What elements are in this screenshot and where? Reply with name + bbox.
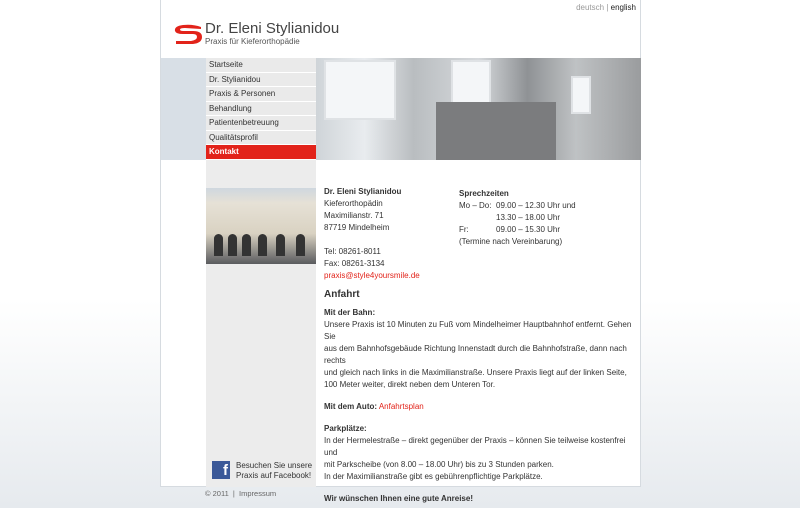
parking-text: In der Hermelestraße – direkt gegenüber der Praxis – können Sie teilweise kostenfrei und: [324, 436, 626, 457]
contact-email-link[interactable]: praxis@style4yoursmile.de: [324, 271, 420, 280]
building-photo: [206, 188, 316, 264]
contact-phone: Tel: 08261-8011: [324, 247, 381, 256]
nav-kontakt[interactable]: Kontakt: [206, 145, 316, 160]
footer: [205, 489, 276, 498]
hours-fr-label: Fr:: [459, 225, 469, 234]
reception-desk: [436, 102, 556, 160]
hero-image-practice-interior: [316, 58, 641, 160]
contact-role: Kieferorthopädin: [324, 199, 383, 208]
main-nav: [206, 58, 316, 160]
office-hours: [459, 188, 576, 248]
copyright: © 2011: [205, 489, 229, 498]
nav-praxis-personen[interactable]: Praxis & Personen: [206, 87, 316, 102]
train-text: Unsere Praxis ist 10 Minuten zu Fuß vom Mindelheimer Hauptbahnhof entfernt. Gehen Sie: [324, 320, 632, 341]
separator: |: [232, 489, 235, 498]
site-subtitle: Praxis für Kieferorthopädie: [205, 37, 300, 46]
arch: [228, 234, 237, 256]
impressum-link[interactable]: Impressum: [239, 489, 277, 498]
arch: [276, 234, 285, 256]
nav-qualitaetsprofil[interactable]: Qualitätsprofil: [206, 131, 316, 146]
train-heading: Mit der Bahn:: [324, 308, 376, 317]
site-title[interactable]: Dr. Eleni Stylianidou: [205, 20, 340, 37]
parking-text: In der Maximilianstraße gibt es gebührenpflichtige Parkplätze.: [324, 472, 543, 481]
nav-behandlung[interactable]: Behandlung: [206, 102, 316, 117]
contact-name: Dr. Eleni Stylianidou: [324, 187, 402, 196]
window: [571, 76, 591, 114]
logo-icon[interactable]: [173, 24, 203, 44]
hours-mo-2: 13.30 – 18.00 Uhr: [496, 213, 561, 222]
train-text: aus dem Bahnhofsgebäude Richtung Innenstadt durch die Bahnhofstraße, dann nach rechts: [324, 344, 627, 365]
lang-deutsch-link[interactable]: deutsch: [576, 3, 605, 12]
facebook-line1: Besuchen Sie unsere: [236, 461, 313, 470]
hours-mo-label: Mo – Do:: [459, 201, 492, 210]
nav-dr-stylianidou[interactable]: Dr. Stylianidou: [206, 73, 316, 88]
arch: [214, 234, 223, 256]
directions-title: Anfahrt: [324, 289, 360, 300]
facebook-text[interactable]: [236, 461, 312, 481]
hours-mo-1: 09.00 – 12.30 Uhr und: [496, 201, 576, 210]
closing-text: Wir wünschen Ihnen eine gute Anreise!: [324, 494, 473, 503]
separator: |: [606, 3, 609, 12]
directions: [324, 289, 639, 505]
arch: [242, 234, 251, 256]
contact-fax: Fax: 08261-3134: [324, 259, 385, 268]
arch: [258, 234, 267, 256]
facebook-icon[interactable]: f: [212, 461, 230, 479]
train-text: und gleich nach links in die Maximilianstraße. Unsere Praxis liegt auf der linken Seite,: [324, 368, 627, 377]
arch: [296, 234, 305, 256]
window: [324, 60, 396, 120]
parking-text: mit Parkscheibe (von 8.00 – 18.00 Uhr) bis zu 3 Stunden parken.: [324, 460, 554, 469]
train-text: 100 Meter weiter, direkt neben dem Unteren Tor.: [324, 380, 496, 389]
contact-block: [324, 186, 420, 282]
facebook-link[interactable]: [212, 461, 312, 481]
nav-startseite[interactable]: Startseite: [206, 58, 316, 73]
hours-note: (Termine nach Vereinbarung): [459, 237, 563, 246]
lang-english-link[interactable]: english: [610, 3, 636, 12]
hours-title: Sprechzeiten: [459, 189, 509, 198]
car-heading: Mit dem Auto:: [324, 402, 378, 411]
hours-fr-1: 09.00 – 15.30 Uhr: [496, 225, 561, 234]
contact-city: 87719 Mindelheim: [324, 223, 390, 232]
anfahrtsplan-link[interactable]: Anfahrtsplan: [378, 402, 424, 411]
facebook-line2: Praxis auf Facebook!: [236, 471, 312, 480]
nav-patientenbetreuung[interactable]: Patientenbetreuung: [206, 116, 316, 131]
contact-street: Maximilianstr. 71: [324, 211, 384, 220]
language-switcher: [576, 3, 636, 12]
parking-heading: Parkplätze:: [324, 424, 367, 433]
